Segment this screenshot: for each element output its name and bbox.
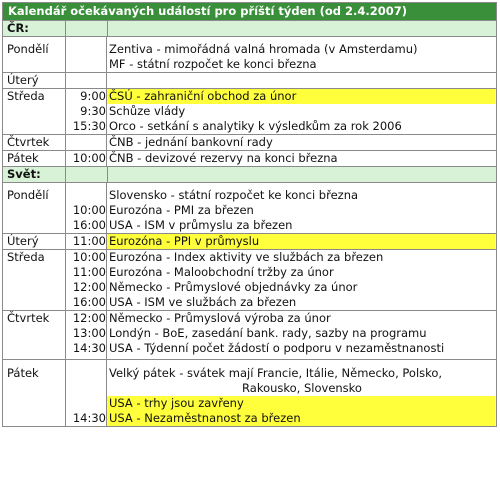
event-time: 12:00 xyxy=(66,280,107,295)
event-text xyxy=(107,265,495,280)
event-text-line: Eurozóna - Maloobchodní tržby za únor xyxy=(109,265,334,279)
event-text xyxy=(107,280,495,295)
event-row xyxy=(66,250,495,265)
day-row xyxy=(3,311,496,360)
event-time: 10:00 xyxy=(66,203,107,218)
event-text-line: Londýn - BoE, zasedání bank. rady, sazby na programu xyxy=(109,326,427,340)
event-text xyxy=(107,311,495,326)
event-row xyxy=(66,234,495,249)
event-text-line: Schůze vlády xyxy=(109,104,186,118)
event-row xyxy=(66,89,495,104)
event-text xyxy=(107,73,495,88)
event-text xyxy=(107,218,495,233)
event-time: 9:30 xyxy=(66,104,107,119)
calendar-title: Kalendář očekávaných událostí pro příští týden (od 2.4.2007) xyxy=(3,3,496,21)
event-row xyxy=(66,311,495,326)
event-text xyxy=(107,151,495,166)
event-time: 14:30 xyxy=(66,341,107,356)
event-row xyxy=(66,57,495,72)
day-events xyxy=(66,250,495,310)
day-name xyxy=(3,360,66,426)
event-row xyxy=(66,119,495,134)
day-row xyxy=(3,250,496,311)
event-row xyxy=(66,188,495,203)
day-label: Čtvrtek xyxy=(7,135,50,149)
section-header xyxy=(3,167,496,183)
day-label: Středa xyxy=(7,89,45,103)
section-time-cell xyxy=(66,21,108,36)
section-time-cell xyxy=(66,167,108,182)
event-text xyxy=(107,411,495,426)
day-label: Pondělí xyxy=(7,42,49,56)
section-header xyxy=(3,21,496,37)
event-text xyxy=(107,104,495,119)
day-label: Pondělí xyxy=(7,188,49,202)
spacer-row xyxy=(66,356,495,359)
event-row xyxy=(66,396,495,411)
event-text-line: Eurozóna - PMI za březen xyxy=(109,203,254,217)
event-text xyxy=(107,326,495,341)
day-label: Středa xyxy=(7,250,45,264)
event-text xyxy=(107,135,495,150)
day-row xyxy=(3,37,496,73)
event-row xyxy=(66,218,495,233)
event-time xyxy=(66,396,107,411)
event-text-line: USA - Nezaměstnanost za březen xyxy=(109,411,301,425)
event-text-line: Slovensko - státní rozpočet ke konci března xyxy=(109,188,359,202)
day-name xyxy=(3,250,66,310)
day-row xyxy=(3,183,496,234)
event-text xyxy=(107,42,495,57)
event-row xyxy=(66,203,495,218)
event-text-line: ČSÚ - zahraniční obchod za únor xyxy=(109,89,297,103)
section-label: Svět: xyxy=(3,167,66,182)
event-text xyxy=(107,250,495,265)
event-text-line: Orco - setkání s analytiky k výsledkům za rok 2006 xyxy=(109,119,402,133)
event-text xyxy=(107,366,495,396)
event-text-line: USA - Týdenní počet žádostí o podporu v nezaměstnanosti xyxy=(109,341,445,355)
calendar-body xyxy=(3,21,496,426)
day-label: Pátek xyxy=(7,151,39,165)
event-time xyxy=(66,73,107,88)
event-text-line: USA - ISM ve službách za březen xyxy=(109,295,297,309)
event-time: 10:00 xyxy=(66,250,107,265)
day-label: Úterý xyxy=(7,234,39,248)
event-text-line: ČNB - devizové rezervy na konci března xyxy=(109,151,338,165)
event-time: 15:30 xyxy=(66,119,107,134)
event-row xyxy=(66,73,495,88)
event-time: 16:00 xyxy=(66,295,107,310)
event-time: 10:00 xyxy=(66,151,107,166)
event-text xyxy=(107,295,495,310)
section-desc-cell xyxy=(108,167,496,182)
event-time xyxy=(66,135,107,150)
event-time: 13:00 xyxy=(66,326,107,341)
day-events xyxy=(66,234,495,249)
event-row xyxy=(66,265,495,280)
day-name xyxy=(3,151,66,166)
event-time: 11:00 xyxy=(66,234,107,249)
event-time xyxy=(66,57,107,72)
day-name xyxy=(3,89,66,134)
event-text xyxy=(107,341,495,356)
event-text xyxy=(107,188,495,203)
day-events xyxy=(66,311,495,359)
event-text-line: MF - státní rozpočet ke konci března xyxy=(109,57,317,71)
event-text-line: Německo - Průmyslové objednávky za únor xyxy=(109,280,358,294)
day-name xyxy=(3,183,66,233)
day-row xyxy=(3,234,496,250)
event-row xyxy=(66,42,495,57)
day-events xyxy=(66,183,495,233)
day-events xyxy=(66,73,495,88)
event-time xyxy=(66,366,107,396)
day-events xyxy=(66,360,495,426)
day-events xyxy=(66,37,495,72)
event-row xyxy=(66,151,495,166)
day-row xyxy=(3,135,496,151)
event-time xyxy=(66,42,107,57)
event-text xyxy=(107,57,495,72)
time-cell xyxy=(66,356,107,359)
event-text-line: USA - ISM v průmyslu za březen xyxy=(109,218,293,232)
event-calendar xyxy=(2,2,497,427)
event-row xyxy=(66,135,495,150)
section-label: ČR: xyxy=(3,21,66,36)
section-desc-cell xyxy=(108,21,496,36)
event-row xyxy=(66,104,495,119)
event-time: 9:00 xyxy=(66,89,107,104)
day-label: Čtvrtek xyxy=(7,311,50,325)
event-text-line: Zentiva - mimořádná valná hromada (v Amsterdamu) xyxy=(109,42,418,56)
event-time xyxy=(66,188,107,203)
event-row xyxy=(66,366,495,396)
event-text-line: Německo - Průmyslová výroba za únor xyxy=(109,311,331,325)
event-time: 11:00 xyxy=(66,265,107,280)
event-text xyxy=(107,203,495,218)
event-time: 14:30 xyxy=(66,411,107,426)
event-row xyxy=(66,341,495,356)
day-row xyxy=(3,151,496,167)
event-text-line: Eurozóna - Index aktivity ve službách za březen xyxy=(109,250,384,264)
event-row xyxy=(66,411,495,426)
event-text-line: Eurozóna - PPI v průmyslu xyxy=(109,234,260,248)
day-row xyxy=(3,360,496,426)
event-text-line: USA - trhy jsou zavřeny xyxy=(109,396,244,410)
day-row xyxy=(3,89,496,135)
event-text xyxy=(107,396,495,411)
event-time: 12:00 xyxy=(66,311,107,326)
event-text-line: ČNB - jednání bankovní rady xyxy=(109,135,273,149)
event-time: 16:00 xyxy=(66,218,107,233)
event-row xyxy=(66,280,495,295)
day-events xyxy=(66,89,495,134)
day-label: Pátek xyxy=(7,366,39,380)
day-name xyxy=(3,37,66,72)
day-name xyxy=(3,311,66,359)
event-text-line2: Rakousko, Slovensko xyxy=(242,381,362,395)
day-events xyxy=(66,151,495,166)
day-events xyxy=(66,135,495,150)
day-name xyxy=(3,234,66,249)
event-cell xyxy=(107,356,495,359)
event-text xyxy=(107,119,495,134)
day-label: Úterý xyxy=(7,73,39,87)
day-row xyxy=(3,73,496,89)
event-row xyxy=(66,326,495,341)
day-name xyxy=(3,135,66,150)
event-text xyxy=(107,234,495,249)
day-name xyxy=(3,73,66,88)
event-text xyxy=(107,89,495,104)
event-row xyxy=(66,295,495,310)
event-text-line: Velký pátek - svátek mají Francie, Itálie, Německo, Polsko, xyxy=(109,366,443,380)
